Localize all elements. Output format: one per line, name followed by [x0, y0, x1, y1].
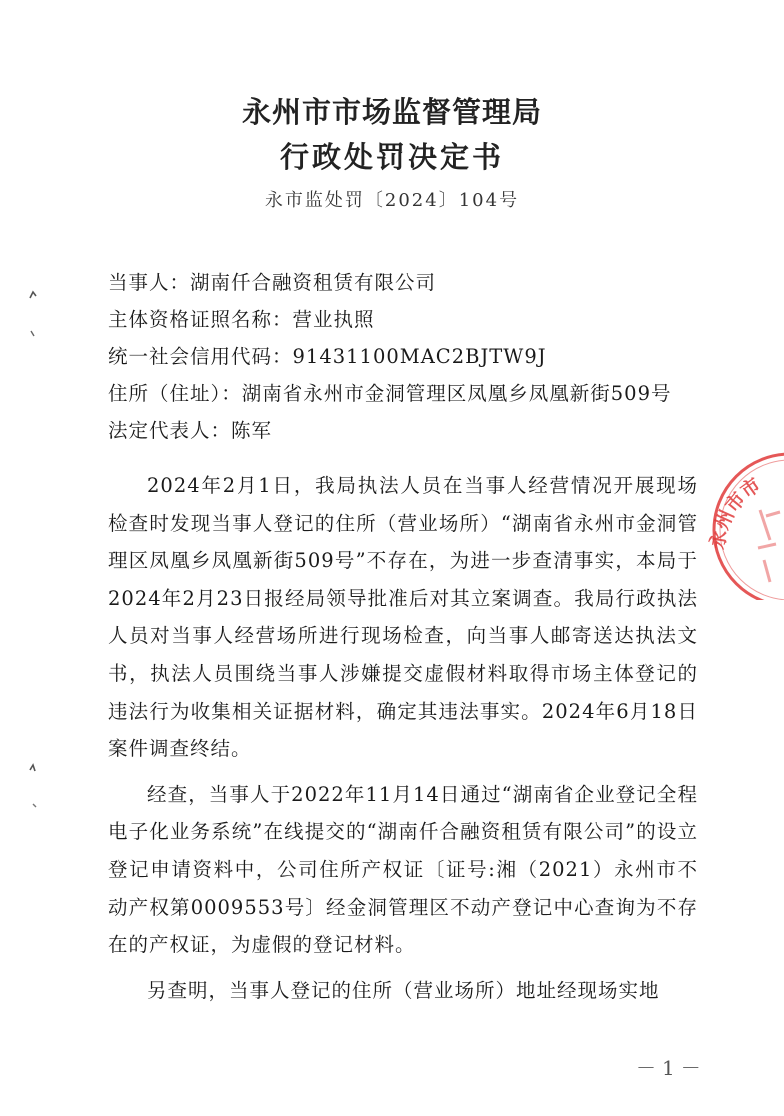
scan-speck: [28, 763, 38, 773]
seal-text: 永州市市: [706, 473, 765, 551]
scan-speck: [28, 290, 38, 300]
license-type: 主体资格证照名称：营业执照: [108, 308, 375, 331]
scan-speck: [30, 800, 40, 810]
paragraph-further-findings: 另查明，当事人登记的住所（营业场所）地址经现场实地: [147, 978, 660, 1002]
legal-representative: 法定代表人：陈军: [108, 419, 273, 442]
scan-speck: [28, 328, 38, 338]
paragraph-case-origin: 2024年2月1日，我局执法人员在当事人经营情况开展现场检查时发现当事人登记的住所（营业场所）“湖南省永州市金洞管理区凤凰乡凤凰新街509号”不存在，为进一步查清事实，本局于2024年2月23日报经局领导批准后对其立案调查。我局行政执法人员对当事人经营场所进行现场检查，向当事人邮寄送达执法文书，执法人员围绕当事人涉嫌提交虚假材料取得市场主体登记的违法行为收集相关证据材料，确定其违法事实。2024年6月18日案件调查终结。: [108, 474, 698, 761]
official-seal: [700, 440, 784, 600]
page-number: －1－: [636, 1056, 707, 1080]
party-info: [108, 264, 708, 449]
document-header: [0, 92, 784, 218]
address: 住所（住址）：湖南省永州市金洞管理区凤凰乡凤凰新街509号: [108, 382, 672, 405]
document-number: 永市监处罚〔2024〕104号: [264, 190, 520, 211]
credit-code: 统一社会信用代码：91431100MAC2BJTW9J: [108, 345, 547, 368]
party-name: 当事人：湖南仟合融资租赁有限公司: [108, 271, 437, 294]
document-body: [108, 467, 698, 1017]
document-type-title: 行政处罚决定书: [279, 140, 504, 174]
paragraph-findings: 经查，当事人于2022年11月14日通过“湖南省企业登记全程电子化业务系统”在线提交的“湖南仟合融资租赁有限公司”的设立登记申请资料中，公司住所产权证〔证号:湘（2021）永州市不动产权第0009553号〕经金洞管理区不动产登记中心查询为不存在的产权证，为虚假的登记材料。: [108, 782, 698, 957]
agency-title: 永州市市场监督管理局: [241, 95, 542, 129]
